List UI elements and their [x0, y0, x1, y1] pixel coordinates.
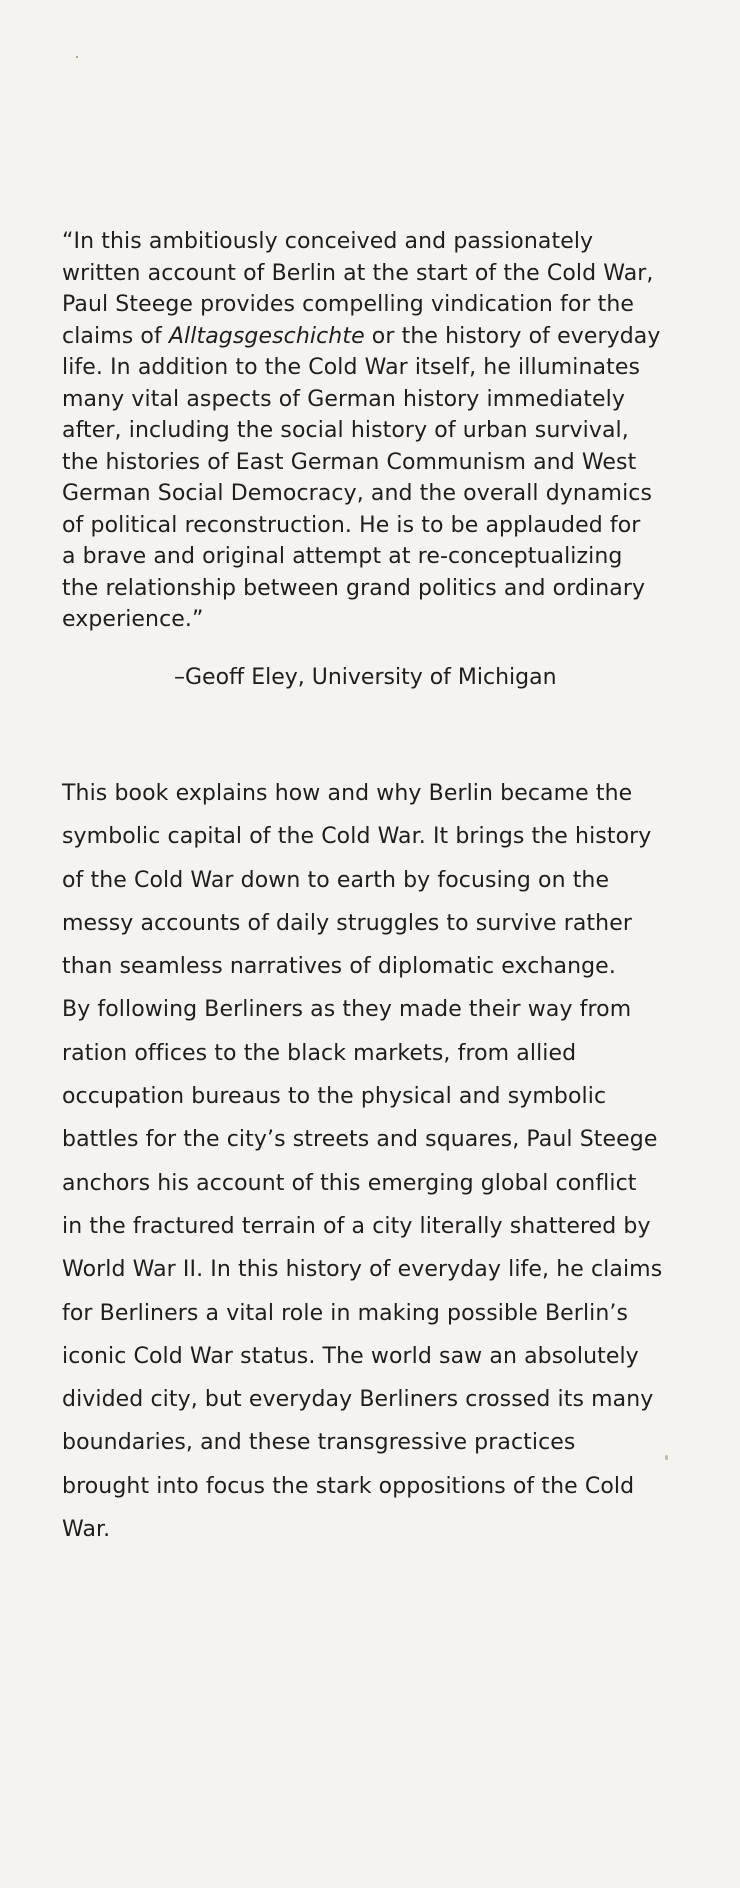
description-line: of the Cold War down to earth by focusing on the [62, 867, 610, 893]
description-line: brought into focus the stark oppositions of the Cold [62, 1473, 635, 1499]
description-line: boundaries, and these transgressive practices [62, 1430, 576, 1456]
quote-line: experience.” [62, 607, 204, 632]
description-line: symbolic capital of the Cold War. It brings the history [62, 824, 652, 850]
description-line: battles for the city’s streets and squares, Paul Steege [62, 1127, 658, 1153]
description-line: ration offices to the black markets, from allied [62, 1040, 577, 1066]
description-line: for Berliners a vital role in making possible Berlin’s [62, 1300, 629, 1326]
quote-line: of political reconstruction. He is to be applauded for [62, 512, 641, 538]
quote-line: life. In addition to the Cold War itself, he illuminates [62, 355, 641, 380]
description-line: occupation bureaus to the physical and symbolic [62, 1084, 607, 1110]
quote-line: after, including the social history of urban survival, [62, 418, 629, 443]
description-line: than seamless narratives of diplomatic exchange. [62, 954, 616, 980]
endorsement-quote [62, 226, 682, 636]
description-line: anchors his account of this emerging global conflict [62, 1170, 637, 1196]
quote-line: a brave and original attempt at re-conceptualizing [62, 544, 623, 569]
quote-text: claims of [62, 323, 169, 349]
quote-line: “In this ambitiously conceived and passionately [62, 229, 594, 254]
quote-attribution: –Geoff Eley, University of Michigan [174, 665, 557, 690]
quote-line: written account of Berlin at the start of the Cold War, [62, 260, 654, 286]
description-line: By following Berliners as they made their way from [62, 997, 632, 1023]
italic-term: Alltagsgeschichte [168, 323, 365, 349]
description-line: in the fractured terrain of a city literally shattered by [62, 1213, 651, 1239]
quote-text: or the history of everyday [364, 323, 661, 349]
quote-line [62, 321, 682, 353]
description-line: War. [62, 1517, 111, 1543]
quote-line: the relationship between grand politics and ordinary [62, 575, 646, 601]
quote-line: German Social Democracy, and the overall dynamics [62, 481, 653, 506]
description-line: iconic Cold War status. The world saw an absolutely [62, 1343, 639, 1369]
description-line: World War II. In this history of everyday life, he claims [62, 1257, 663, 1283]
description-line: This book explains how and why Berlin became the [62, 781, 633, 806]
quote-line: Paul Steege provides compelling vindication for the [62, 292, 635, 317]
description-line: messy accounts of daily struggles to survive rather [62, 910, 632, 936]
description-line: divided city, but everyday Berliners crossed its many [62, 1387, 654, 1413]
paper-speck [76, 56, 78, 58]
book-description [62, 772, 702, 1551]
quote-line: the histories of East German Communism and West [62, 449, 637, 475]
quote-line: many vital aspects of German history immediately [62, 386, 625, 412]
